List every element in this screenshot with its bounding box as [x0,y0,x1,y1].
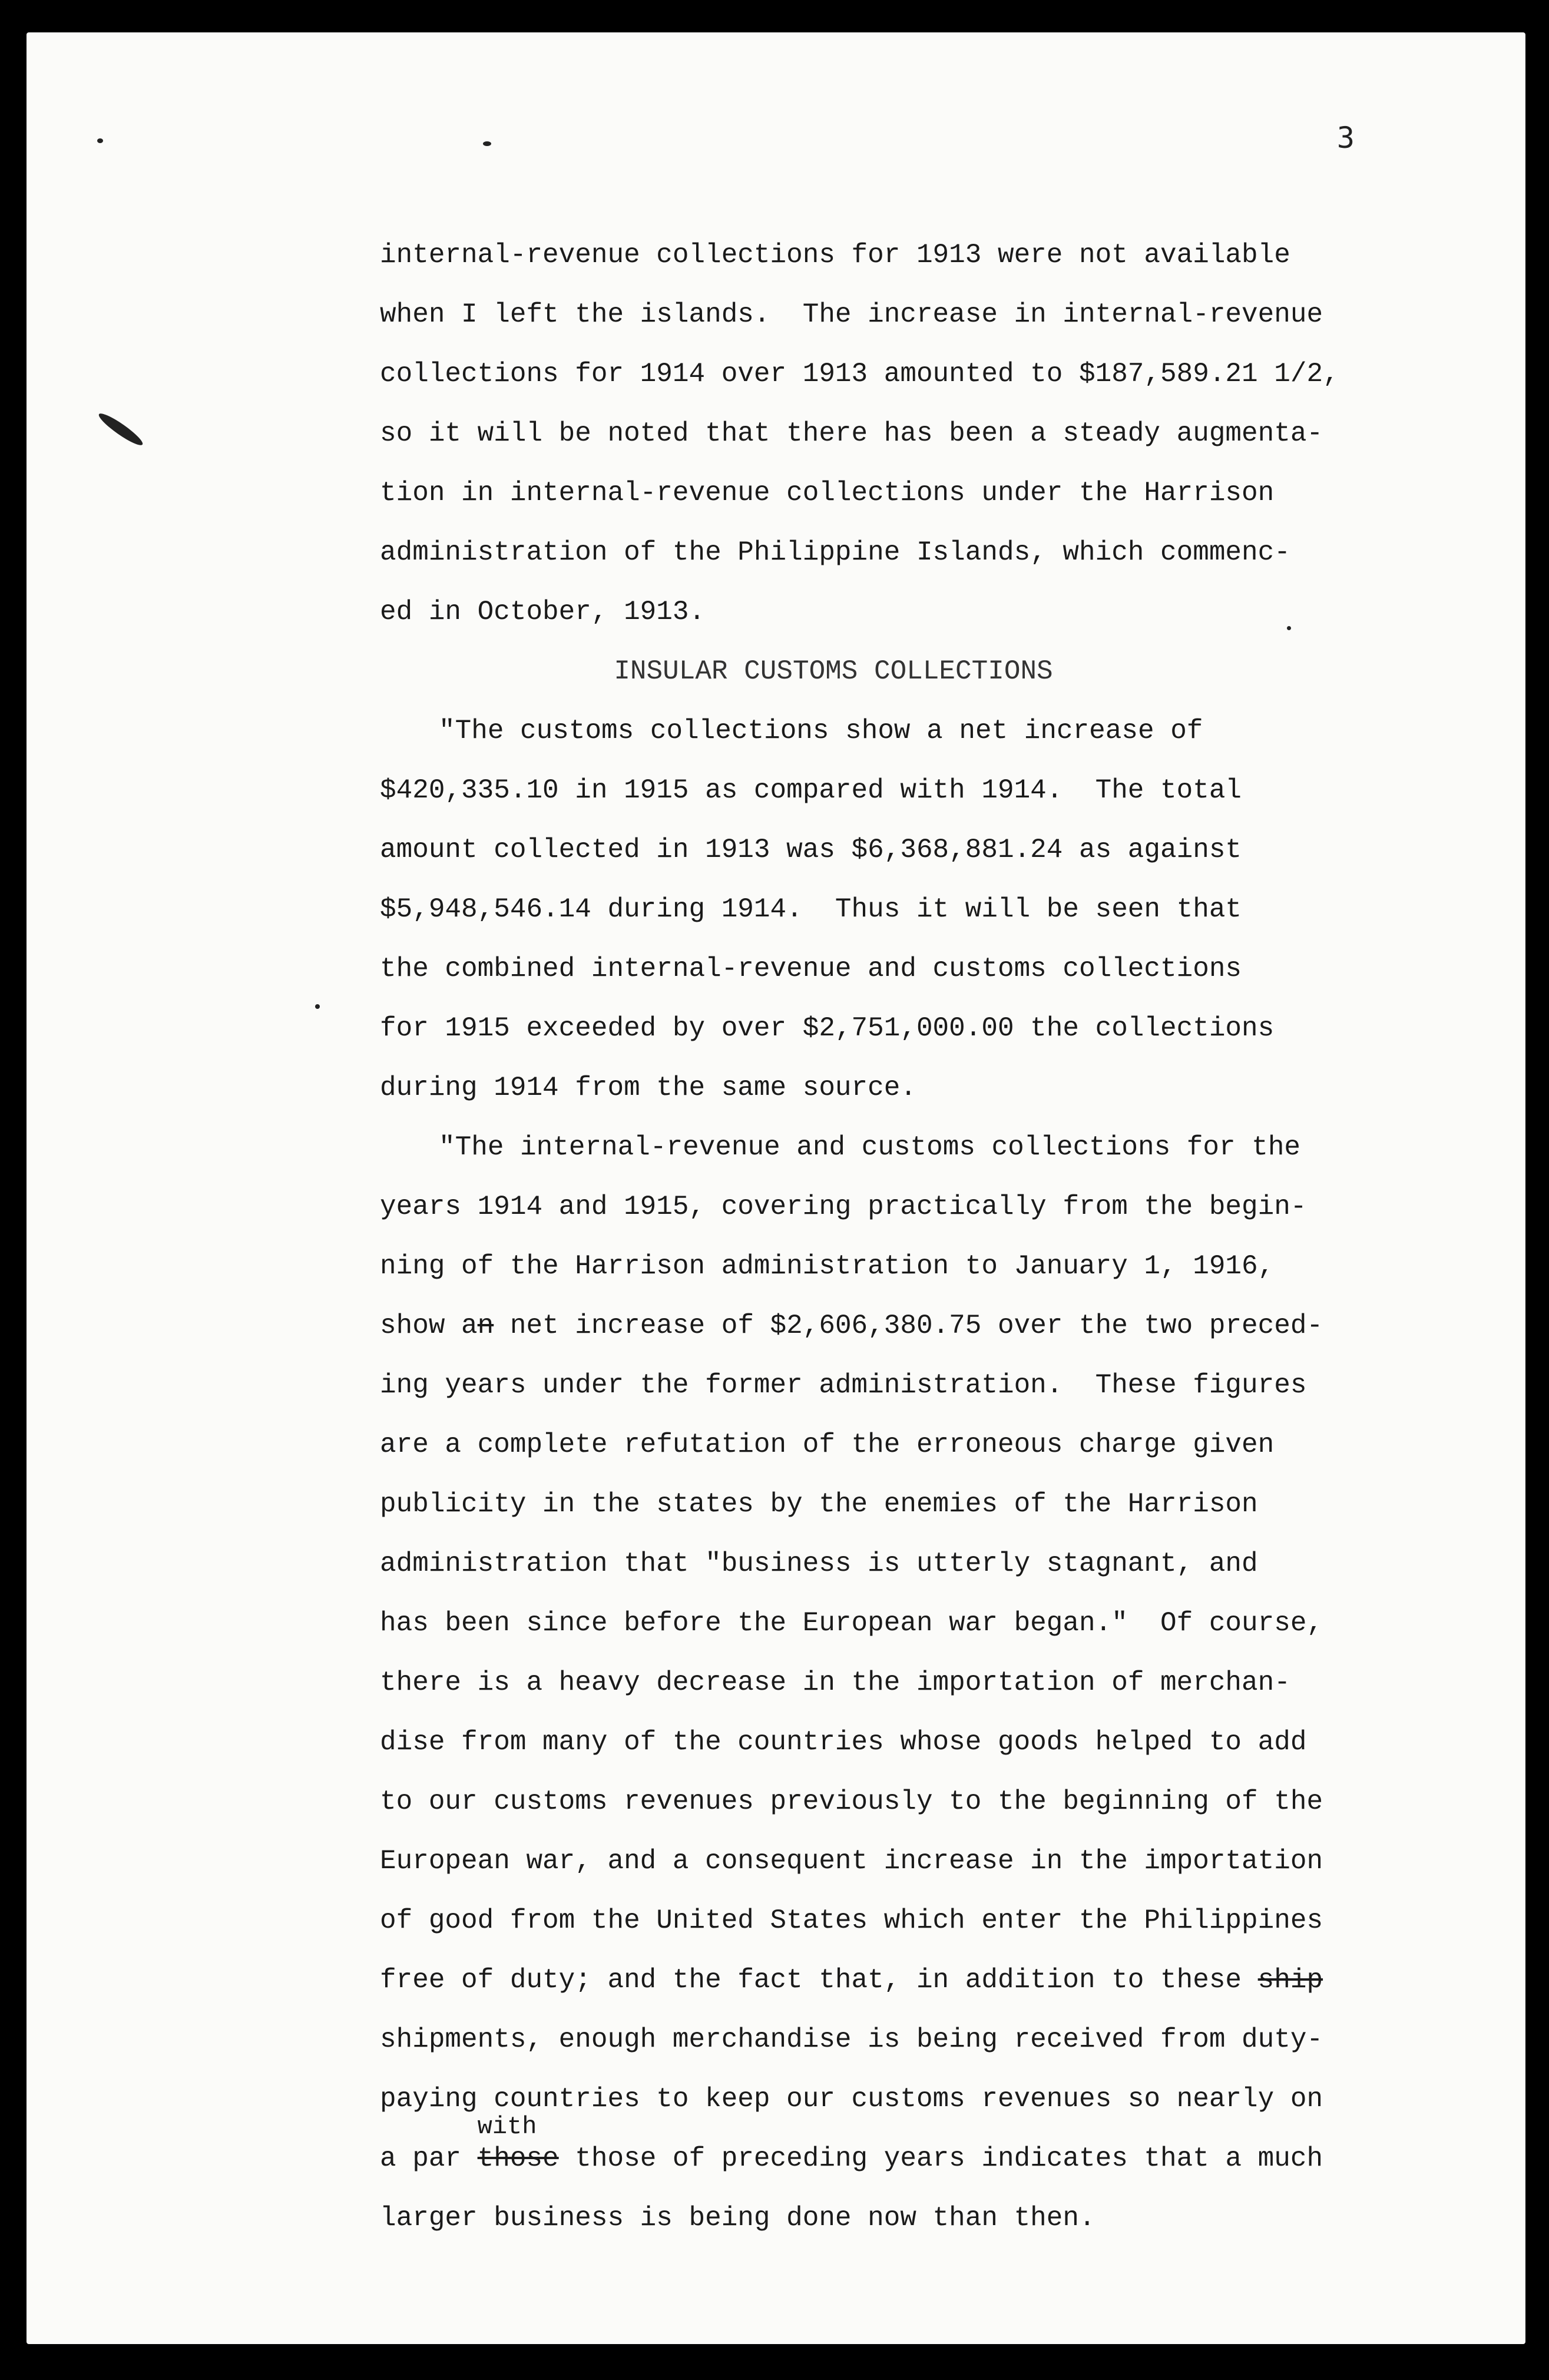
correction [477,2113,559,2189]
ink-mark [315,1004,320,1009]
text-line: to our customs revenues previously to the beginning of the [380,1786,1323,1817]
text-fragment: show a [380,1310,478,1341]
section-heading: INSULAR CUSTOMS COLLECTIONS [614,656,1053,687]
text-line: collections for 1914 over 1913 amounted to $187,589.21 1/2, [380,359,1339,389]
text-fragment: those of preceding years indicates that a much [558,2143,1323,2174]
text-line: ing years under the former administration. These figures [380,1370,1307,1401]
text-line: when I left the islands. The increase in internal-revenue [380,299,1323,330]
text-line: of good from the United States which enter the Philippines [380,1905,1323,1936]
text-line: ning of the Harrison administration to January 1, 1916, [380,1251,1275,1282]
text-line: $420,335.10 in 1915 as compared with 1914. The total [380,775,1242,806]
text-line [380,1951,1323,2010]
text-line: administration that "business is utterly stagnant, and [380,1548,1258,1579]
text-line [380,1296,1323,1356]
text-fragment: net increase of $2,606,380.75 over the two preced- [494,1310,1323,1341]
text-line: "The customs collections show a net increase of [439,716,1203,746]
struck-text: n [477,1310,494,1341]
document-body [380,226,1339,2248]
text-line: amount collected in 1913 was $6,368,881.24 as against [380,835,1242,865]
page-number: 3 [1336,121,1355,155]
ink-mark [483,141,491,146]
text-fragment: free of duty; and the fact that, in addition to these [380,1965,1258,1995]
text-line: years 1914 and 1915, covering practically from the begin- [380,1191,1307,1222]
text-line: internal-revenue collections for 1913 were not available [380,240,1290,270]
text-line: for 1915 exceeded by over $2,751,000.00 the collections [380,1013,1275,1044]
text-line: there is a heavy decrease in the importation of merchan- [380,1667,1290,1698]
interlined-text: with [477,2113,537,2141]
text-line: has been since before the European war began." Of course, [380,1608,1323,1638]
text-line: $5,948,546.14 during 1914. Thus it will be seen that [380,894,1242,925]
text-line: the combined internal-revenue and customs collections [380,954,1242,984]
struck-text: ship [1257,1965,1323,1995]
text-line: shipments, enough merchandise is being received from duty- [380,2024,1323,2055]
text-line: tion in internal-revenue collections under the Harrison [380,478,1275,508]
text-line [380,2113,1323,2189]
text-line: dise from many of the countries whose goods helped to add [380,1727,1307,1757]
document-page [27,32,1525,2344]
text-line: paying countries to keep our customs revenues so nearly on [380,2084,1323,2114]
ink-mark [96,410,145,449]
text-line: European war, and a consequent increase in the importation [380,1846,1323,1876]
text-line: administration of the Philippine Islands, which commenc- [380,537,1290,568]
text-line: "The internal-revenue and customs collections for the [439,1132,1301,1163]
text-line: are a complete refutation of the erroneous charge given [380,1429,1275,1460]
text-line: during 1914 from the same source. [380,1073,916,1103]
ink-mark [97,138,103,143]
text-fragment: a par [380,2143,478,2174]
text-line: publicity in the states by the enemies of the Harrison [380,1489,1258,1520]
text-line: ed in October, 1913. [380,597,706,627]
text-line: so it will be noted that there has been a steady augmenta- [380,418,1323,449]
struck-text: those [477,2143,559,2174]
text-line: larger business is being done now than then. [380,2203,1095,2233]
